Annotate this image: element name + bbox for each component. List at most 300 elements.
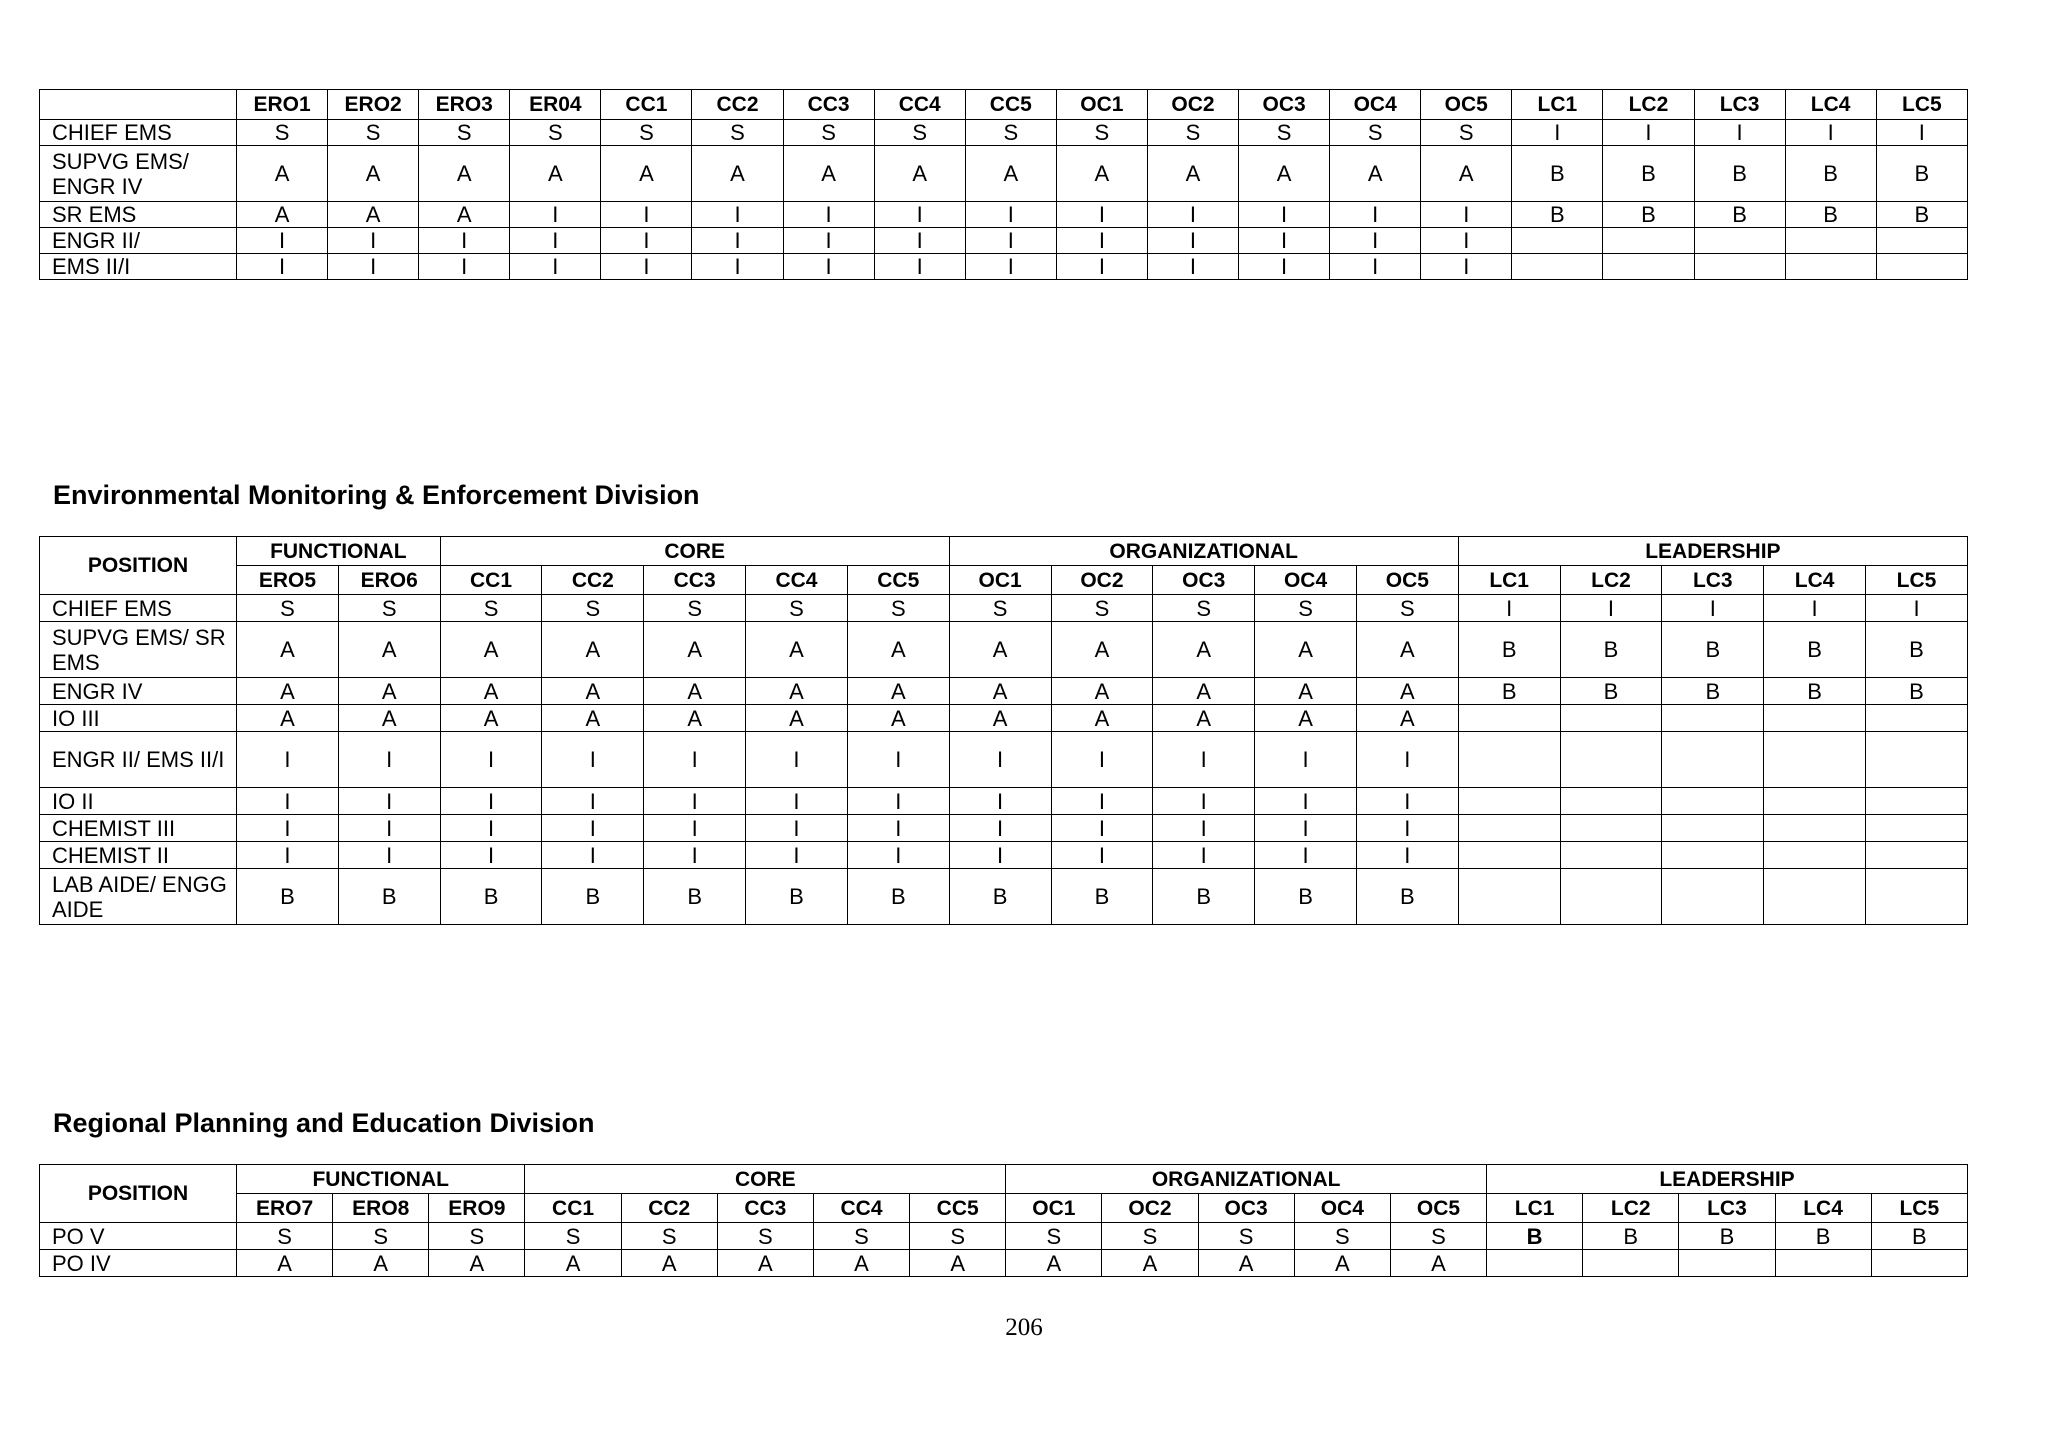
column-header: ERO9: [429, 1194, 525, 1223]
rating-cell: A: [783, 146, 874, 202]
rating-cell: I: [965, 228, 1056, 254]
rating-cell: A: [746, 678, 848, 705]
rating-cell: I: [542, 788, 644, 815]
rating-cell: [1764, 732, 1866, 788]
rating-cell: [1662, 732, 1764, 788]
rating-cell: I: [1876, 120, 1967, 146]
rating-cell: I: [1051, 842, 1153, 869]
rating-cell: B: [1785, 202, 1876, 228]
rating-cell: S: [601, 120, 692, 146]
column-header: CC1: [601, 90, 692, 120]
group-header-row: [40, 537, 1968, 566]
rating-cell: B: [847, 869, 949, 925]
column-header: OC4: [1294, 1194, 1390, 1223]
rating-cell: I: [847, 842, 949, 869]
column-header: OC1: [949, 566, 1051, 595]
rating-cell: A: [910, 1250, 1006, 1277]
rating-cell: S: [1198, 1223, 1294, 1250]
rating-cell: S: [965, 120, 1056, 146]
rating-cell: [1764, 705, 1866, 732]
rating-cell: A: [601, 146, 692, 202]
table-row: [40, 254, 1968, 280]
group-header-core: CORE: [440, 537, 949, 566]
rating-cell: A: [847, 705, 949, 732]
rating-cell: B: [542, 869, 644, 925]
rating-cell: S: [692, 120, 783, 146]
rating-cell: I: [1239, 202, 1330, 228]
rating-cell: A: [1330, 146, 1421, 202]
rating-cell: S: [328, 120, 419, 146]
rating-cell: I: [542, 842, 644, 869]
rating-cell: A: [1153, 705, 1255, 732]
rating-cell: I: [542, 732, 644, 788]
rating-cell: S: [333, 1223, 429, 1250]
column-header: LC3: [1694, 90, 1785, 120]
rating-cell: I: [1255, 842, 1357, 869]
rating-cell: A: [440, 705, 542, 732]
rating-cell: B: [1876, 202, 1967, 228]
rating-cell: A: [965, 146, 1056, 202]
rating-cell: [1662, 842, 1764, 869]
rating-cell: I: [746, 788, 848, 815]
column-header: OC1: [1006, 1194, 1102, 1223]
row-position-label: ENGR IV: [40, 678, 237, 705]
rating-cell: I: [1764, 595, 1866, 622]
rating-cell: S: [419, 120, 510, 146]
rating-cell: I: [965, 254, 1056, 280]
rating-cell: S: [949, 595, 1051, 622]
rating-cell: I: [1255, 788, 1357, 815]
rating-cell: S: [440, 595, 542, 622]
column-header: ERO7: [237, 1194, 333, 1223]
rating-cell: A: [237, 146, 328, 202]
rating-cell: A: [949, 622, 1051, 678]
rating-cell: I: [965, 202, 1056, 228]
rating-cell: A: [847, 678, 949, 705]
header-corner-cell: [40, 90, 237, 120]
column-header: CC5: [847, 566, 949, 595]
rating-cell: B: [1775, 1223, 1871, 1250]
rating-cell: A: [813, 1250, 909, 1277]
rating-cell: B: [1583, 1223, 1679, 1250]
rating-cell: A: [328, 146, 419, 202]
rating-cell: A: [621, 1250, 717, 1277]
rating-cell: B: [949, 869, 1051, 925]
rating-cell: A: [542, 622, 644, 678]
rating-cell: B: [1487, 1223, 1583, 1250]
rating-cell: S: [429, 1223, 525, 1250]
rating-cell: B: [1255, 869, 1357, 925]
rating-cell: A: [1421, 146, 1512, 202]
rating-cell: [1694, 228, 1785, 254]
column-header: CC4: [813, 1194, 909, 1223]
rating-cell: I: [1153, 732, 1255, 788]
rating-cell: I: [1239, 228, 1330, 254]
rating-cell: A: [1006, 1250, 1102, 1277]
competency-table-continued: [39, 89, 1968, 280]
rating-cell: A: [717, 1250, 813, 1277]
rating-cell: B: [1662, 622, 1764, 678]
column-header: LC5: [1876, 90, 1967, 120]
rating-cell: [1871, 1250, 1967, 1277]
rating-cell: [1866, 705, 1968, 732]
rating-cell: B: [338, 869, 440, 925]
row-position-label: ENGR II/ EMS II/I: [40, 732, 237, 788]
rating-cell: A: [1255, 622, 1357, 678]
rating-cell: A: [1356, 678, 1458, 705]
rating-cell: [1560, 842, 1662, 869]
column-header: OC1: [1056, 90, 1147, 120]
rating-cell: S: [1255, 595, 1357, 622]
rating-cell: A: [542, 705, 644, 732]
rating-cell: I: [1356, 815, 1458, 842]
rating-cell: [1583, 1250, 1679, 1277]
rating-cell: B: [1560, 678, 1662, 705]
column-header: OC3: [1198, 1194, 1294, 1223]
column-header: OC2: [1102, 1194, 1198, 1223]
column-header: CC1: [525, 1194, 621, 1223]
rating-cell: B: [1764, 678, 1866, 705]
rating-cell: A: [542, 678, 644, 705]
rating-cell: S: [1390, 1223, 1486, 1250]
page-number: 206: [1005, 1314, 1043, 1341]
rating-cell: S: [1153, 595, 1255, 622]
rating-cell: S: [1051, 595, 1153, 622]
position-header: POSITION: [40, 537, 237, 595]
rating-cell: B: [1694, 202, 1785, 228]
rating-cell: S: [1330, 120, 1421, 146]
rating-cell: I: [601, 202, 692, 228]
rating-cell: [1662, 788, 1764, 815]
rating-cell: [1662, 705, 1764, 732]
rating-cell: I: [510, 228, 601, 254]
rating-cell: I: [1458, 595, 1560, 622]
group-header-organizational: ORGANIZATIONAL: [949, 537, 1458, 566]
group-header-functional: FUNCTIONAL: [237, 537, 441, 566]
rating-cell: I: [692, 202, 783, 228]
rating-cell: [1560, 705, 1662, 732]
rating-cell: [1512, 228, 1603, 254]
rating-cell: I: [328, 254, 419, 280]
rating-cell: I: [949, 788, 1051, 815]
rating-cell: S: [1356, 595, 1458, 622]
rating-cell: A: [419, 146, 510, 202]
rating-cell: [1775, 1250, 1871, 1277]
rating-cell: B: [1603, 146, 1694, 202]
rating-cell: A: [440, 622, 542, 678]
competency-table-environmental-monitoring: [39, 536, 1968, 925]
rating-cell: I: [1785, 120, 1876, 146]
rating-cell: I: [1694, 120, 1785, 146]
rating-cell: [1487, 1250, 1583, 1277]
rating-cell: S: [644, 595, 746, 622]
rating-cell: B: [1512, 202, 1603, 228]
rating-cell: A: [1239, 146, 1330, 202]
section-title: Regional Planning and Education Division: [53, 1108, 595, 1138]
group-header-functional: FUNCTIONAL: [237, 1165, 525, 1194]
column-header: OC2: [1051, 566, 1153, 595]
row-position-label: CHEMIST III: [40, 815, 237, 842]
rating-cell: [1458, 815, 1560, 842]
rating-cell: I: [1330, 202, 1421, 228]
rating-cell: [1764, 842, 1866, 869]
rating-cell: B: [1356, 869, 1458, 925]
rating-cell: [1866, 869, 1968, 925]
rating-cell: A: [333, 1250, 429, 1277]
rating-cell: [1764, 869, 1866, 925]
rating-cell: A: [1051, 705, 1153, 732]
rating-cell: I: [874, 254, 965, 280]
rating-cell: I: [949, 842, 1051, 869]
rating-cell: B: [1153, 869, 1255, 925]
table-row: [40, 705, 1968, 732]
rating-cell: A: [644, 678, 746, 705]
rating-cell: S: [1102, 1223, 1198, 1250]
rating-cell: I: [601, 228, 692, 254]
rating-cell: I: [746, 732, 848, 788]
column-header: ERO3: [419, 90, 510, 120]
rating-cell: I: [746, 815, 848, 842]
rating-cell: B: [644, 869, 746, 925]
rating-cell: [1458, 788, 1560, 815]
rating-cell: A: [237, 1250, 333, 1277]
column-header: ERO2: [328, 90, 419, 120]
rating-cell: I: [542, 815, 644, 842]
rating-cell: I: [644, 815, 746, 842]
rating-cell: [1560, 788, 1662, 815]
position-header: POSITION: [40, 1165, 237, 1223]
rating-cell: I: [847, 732, 949, 788]
rating-cell: I: [1147, 254, 1238, 280]
rating-cell: A: [338, 705, 440, 732]
rating-cell: A: [1051, 678, 1153, 705]
rating-cell: I: [783, 228, 874, 254]
row-position-label: ENGR II/: [40, 228, 237, 254]
rating-cell: [1866, 732, 1968, 788]
row-position-label: SUPVG EMS/ SR EMS: [40, 622, 237, 678]
rating-cell: S: [910, 1223, 1006, 1250]
column-header: LC2: [1603, 90, 1694, 120]
column-header: LC3: [1679, 1194, 1775, 1223]
row-position-label: CHEMIST II: [40, 842, 237, 869]
row-position-label: IO II: [40, 788, 237, 815]
rating-cell: [1764, 815, 1866, 842]
rating-cell: I: [237, 815, 339, 842]
column-header: CC5: [965, 90, 1056, 120]
rating-cell: I: [692, 228, 783, 254]
rating-cell: S: [1239, 120, 1330, 146]
column-header: OC2: [1147, 90, 1238, 120]
rating-cell: B: [1512, 146, 1603, 202]
rating-cell: S: [237, 595, 339, 622]
rating-cell: S: [237, 1223, 333, 1250]
rating-cell: [1458, 869, 1560, 925]
column-header: LC1: [1458, 566, 1560, 595]
rating-cell: [1560, 815, 1662, 842]
rating-cell: I: [237, 732, 339, 788]
rating-cell: S: [1421, 120, 1512, 146]
rating-cell: S: [1147, 120, 1238, 146]
column-header: LC1: [1487, 1194, 1583, 1223]
rating-cell: I: [1056, 228, 1147, 254]
rating-cell: [1866, 788, 1968, 815]
rating-cell: [1603, 254, 1694, 280]
rating-cell: I: [949, 732, 1051, 788]
column-header: LC4: [1775, 1194, 1871, 1223]
column-header: OC5: [1356, 566, 1458, 595]
rating-cell: A: [1294, 1250, 1390, 1277]
rating-cell: A: [429, 1250, 525, 1277]
rating-cell: S: [1056, 120, 1147, 146]
group-header-leadership: LEADERSHIP: [1487, 1165, 1968, 1194]
rating-cell: [1458, 732, 1560, 788]
rating-cell: [1662, 869, 1764, 925]
rating-cell: I: [1356, 842, 1458, 869]
rating-cell: I: [338, 732, 440, 788]
column-header: ERO8: [333, 1194, 429, 1223]
column-header: OC4: [1255, 566, 1357, 595]
column-header: LC3: [1662, 566, 1764, 595]
rating-cell: I: [1560, 595, 1662, 622]
rating-cell: B: [1603, 202, 1694, 228]
rating-cell: S: [783, 120, 874, 146]
rating-cell: A: [1255, 705, 1357, 732]
rating-cell: B: [1679, 1223, 1775, 1250]
rating-cell: I: [1056, 254, 1147, 280]
rating-cell: A: [1153, 678, 1255, 705]
rating-cell: [1560, 869, 1662, 925]
rating-cell: S: [237, 120, 328, 146]
rating-cell: I: [1866, 595, 1968, 622]
rating-cell: I: [237, 842, 339, 869]
table-row: [40, 1223, 1968, 1250]
column-header: ER04: [510, 90, 601, 120]
rating-cell: S: [1006, 1223, 1102, 1250]
rating-cell: B: [746, 869, 848, 925]
rating-cell: I: [874, 202, 965, 228]
column-header: CC5: [910, 1194, 1006, 1223]
rating-cell: [1785, 254, 1876, 280]
row-position-label: PO V: [40, 1223, 237, 1250]
table-row: [40, 788, 1968, 815]
rating-cell: B: [1876, 146, 1967, 202]
rating-cell: I: [419, 254, 510, 280]
rating-cell: A: [874, 146, 965, 202]
rating-cell: I: [510, 202, 601, 228]
rating-cell: A: [1198, 1250, 1294, 1277]
rating-cell: I: [874, 228, 965, 254]
rating-cell: A: [510, 146, 601, 202]
rating-cell: A: [338, 678, 440, 705]
rating-cell: A: [1147, 146, 1238, 202]
rating-cell: I: [440, 815, 542, 842]
table-row: [40, 678, 1968, 705]
rating-cell: I: [949, 815, 1051, 842]
rating-cell: A: [949, 678, 1051, 705]
rating-cell: I: [1356, 788, 1458, 815]
rating-cell: A: [525, 1250, 621, 1277]
rating-cell: A: [847, 622, 949, 678]
rating-cell: I: [1239, 254, 1330, 280]
rating-cell: B: [1051, 869, 1153, 925]
rating-cell: I: [1330, 228, 1421, 254]
column-header: LC5: [1871, 1194, 1967, 1223]
column-header-row: [40, 566, 1968, 595]
rating-cell: A: [419, 202, 510, 228]
rating-cell: [1512, 254, 1603, 280]
rating-cell: [1679, 1250, 1775, 1277]
rating-cell: A: [1255, 678, 1357, 705]
rating-cell: I: [1051, 732, 1153, 788]
rating-cell: I: [1051, 815, 1153, 842]
rating-cell: I: [1330, 254, 1421, 280]
table-row: [40, 869, 1968, 925]
rating-cell: B: [1694, 146, 1785, 202]
competency-table-regional-planning: [39, 1164, 1968, 1277]
group-header-core: CORE: [525, 1165, 1006, 1194]
rating-cell: I: [1421, 254, 1512, 280]
rating-cell: I: [1512, 120, 1603, 146]
rating-cell: I: [1255, 815, 1357, 842]
rating-cell: S: [746, 595, 848, 622]
rating-cell: S: [338, 595, 440, 622]
rating-cell: A: [1056, 146, 1147, 202]
column-header: LC2: [1583, 1194, 1679, 1223]
rating-cell: I: [440, 842, 542, 869]
rating-cell: I: [1421, 228, 1512, 254]
rating-cell: S: [847, 595, 949, 622]
rating-cell: I: [510, 254, 601, 280]
section-title: Environmental Monitoring & Enforcement Division: [53, 480, 700, 510]
rating-cell: I: [338, 815, 440, 842]
table-row: [40, 146, 1968, 202]
column-header: ERO1: [237, 90, 328, 120]
rating-cell: [1876, 254, 1967, 280]
column-header: CC4: [874, 90, 965, 120]
rating-cell: [1603, 228, 1694, 254]
row-position-label: CHIEF EMS: [40, 595, 237, 622]
row-position-label: EMS II/I: [40, 254, 237, 280]
rating-cell: S: [510, 120, 601, 146]
rating-cell: S: [525, 1223, 621, 1250]
rating-cell: A: [237, 622, 339, 678]
rating-cell: I: [847, 788, 949, 815]
row-position-label: IO III: [40, 705, 237, 732]
rating-cell: B: [1458, 622, 1560, 678]
rating-cell: A: [237, 705, 339, 732]
column-header: OC3: [1239, 90, 1330, 120]
column-header: LC1: [1512, 90, 1603, 120]
rating-cell: I: [1356, 732, 1458, 788]
table-row: [40, 202, 1968, 228]
column-header: LC5: [1866, 566, 1968, 595]
rating-cell: A: [237, 678, 339, 705]
rating-cell: A: [644, 705, 746, 732]
rating-cell: I: [237, 254, 328, 280]
rating-cell: I: [1147, 228, 1238, 254]
rating-cell: B: [1866, 622, 1968, 678]
group-header-organizational: ORGANIZATIONAL: [1006, 1165, 1487, 1194]
rating-cell: S: [717, 1223, 813, 1250]
column-header-row: [40, 1194, 1968, 1223]
rating-cell: I: [644, 842, 746, 869]
column-header: CC1: [440, 566, 542, 595]
rating-cell: [1866, 842, 1968, 869]
rating-cell: I: [692, 254, 783, 280]
rating-cell: I: [746, 842, 848, 869]
row-position-label: SR EMS: [40, 202, 237, 228]
rating-cell: S: [1294, 1223, 1390, 1250]
